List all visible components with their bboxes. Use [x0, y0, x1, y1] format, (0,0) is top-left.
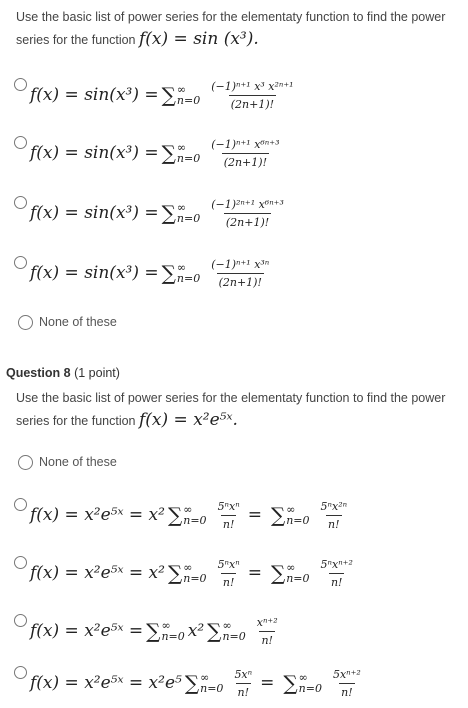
option-lhs: f(x) = sin(x³) =	[30, 263, 159, 283]
sum-symbol: ∑ ∞ n=0	[161, 141, 201, 165]
numerator: 5ⁿxⁿ⁺²	[320, 557, 353, 571]
fraction	[209, 138, 281, 169]
radio-button[interactable]	[14, 498, 27, 511]
sum-upper: ∞	[183, 561, 193, 574]
option-lhs: f(x) = sin(x³) =	[30, 203, 159, 223]
sum-lower: n=0	[176, 94, 201, 107]
sum-upper: ∞	[176, 83, 187, 96]
radio-button[interactable]	[18, 315, 33, 330]
sum-upper: ∞	[286, 503, 296, 516]
denominator: n!	[221, 573, 237, 589]
sum-symbol: ∑ ∞ n=0	[167, 503, 207, 527]
radio-button[interactable]	[14, 614, 27, 627]
radio-button[interactable]	[14, 256, 27, 269]
sum-symbol: ∑ ∞ n=0	[270, 503, 310, 527]
q8-option-4[interactable]: f(x) = x²e⁵ˣ = x²e⁵ ∑ ∞ n=0 $\frac{\text{5xⁿ}}{n!}$ = ∑ ∞ n=0 $\frac{\text{5xⁿ⁺²}}{n!}$	[14, 658, 363, 708]
denominator: (2n+1)!	[229, 95, 276, 111]
sum-upper: ∞	[298, 671, 308, 684]
option-lhs: f(x) = x²e⁵ˣ = x²	[30, 505, 165, 525]
q8-prompt-line2: series for the function	[16, 414, 136, 428]
fraction	[216, 558, 242, 589]
q8-prompt-line1: Use the basic list of power series for the elementaty function to find the power	[16, 391, 446, 405]
sum-upper: ∞	[200, 671, 210, 684]
q8-prompt	[16, 389, 445, 431]
q7-prompt-line2: series for the function	[16, 33, 136, 47]
numerator: 5ⁿxⁿ	[217, 499, 240, 513]
sum-lower: n=0	[222, 630, 246, 643]
numerator: 5ⁿxⁿ	[217, 557, 240, 571]
denominator: n!	[221, 515, 237, 531]
q7-option-1[interactable]	[14, 70, 296, 120]
sum-upper: ∞	[183, 503, 193, 516]
fraction	[209, 80, 295, 111]
option-lhs: f(x) = x²e⁵ˣ = x²e⁵	[30, 673, 182, 693]
q7-prompt-line1: Use the basic list of power series for the elementaty function to find the power	[16, 10, 446, 24]
sum-symbol: ∑ ∞ n=0	[283, 671, 322, 695]
fraction	[319, 500, 350, 531]
numerator: xⁿ⁺²	[256, 615, 278, 629]
radio-button[interactable]	[14, 78, 27, 91]
radio-button[interactable]	[14, 556, 27, 569]
fraction	[232, 668, 254, 699]
radio-button[interactable]	[14, 136, 27, 149]
q8-option-3[interactable]	[14, 606, 280, 656]
radio-button[interactable]	[14, 666, 27, 679]
option-lhs: f(x) = x²e⁵ˣ = x²	[30, 563, 165, 583]
q8-option-2[interactable]: f(x) = x²e⁵ˣ = x² ∑ ∞ n=0 $\frac{\text{5ⁿxⁿ}}{n!}$ = ∑ ∞ n=0 $\frac{\text{5ⁿxⁿ⁺²}}{n!}$	[14, 548, 355, 598]
sum-lower: n=0	[161, 630, 185, 643]
numerator: 5xⁿ⁺²	[332, 667, 361, 681]
sum-symbol: ∑ ∞ n=0	[167, 561, 207, 585]
none-of-these-label: None of these	[39, 315, 117, 329]
sum-upper: ∞	[222, 619, 232, 632]
sum-upper: ∞	[176, 261, 187, 274]
denominator: n!	[326, 515, 342, 531]
none-of-these-label: None of these	[39, 455, 117, 469]
denominator: n!	[236, 683, 252, 699]
numerator: (−1)²ⁿ⁺¹ x⁶ⁿ⁺³	[211, 197, 284, 211]
option-lhs: f(x) = sin(x³) =	[30, 85, 159, 105]
sum-lower: n=0	[200, 682, 224, 695]
q7-option-2[interactable]	[14, 128, 281, 178]
sum-lower: n=0	[286, 572, 310, 585]
numerator: 5xⁿ	[234, 667, 253, 681]
sum-lower: n=0	[176, 152, 201, 165]
sum-lower: n=0	[176, 212, 201, 225]
q8-header	[6, 366, 120, 380]
sum-symbol: ∑ ∞ n=0	[161, 83, 201, 107]
sum-upper: ∞	[176, 141, 187, 154]
denominator: (2n+1)!	[224, 213, 271, 229]
option-lhs: f(x) = sin(x³) =	[30, 143, 159, 163]
fraction	[319, 558, 355, 589]
q8-prompt-function: f(x) = x²e⁵ˣ.	[139, 410, 238, 430]
numerator: (−1)ⁿ⁺¹ x³ x²ⁿ⁺¹	[211, 79, 294, 93]
fraction	[331, 668, 363, 699]
q8-option-1[interactable]: f(x) = x²e⁵ˣ = x² ∑ ∞ n=0 $\frac{\text{5ⁿxⁿ}}{n!}$ = ∑ ∞ n=0 $\frac{\text{5ⁿx²ⁿ}}{n!}$	[14, 490, 349, 540]
numerator: (−1)ⁿ⁺¹ x³ⁿ	[211, 257, 270, 271]
sum-lower: n=0	[183, 572, 207, 585]
q8-option-none[interactable]	[18, 448, 117, 476]
denominator: n!	[339, 683, 355, 699]
sum-symbol: ∑ ∞ n=0	[146, 619, 185, 643]
fraction	[216, 500, 242, 531]
radio-button[interactable]	[14, 196, 27, 209]
radio-button[interactable]	[18, 455, 33, 470]
fraction	[209, 258, 271, 289]
denominator: n!	[259, 631, 275, 647]
sum-symbol: ∑ ∞ n=0	[184, 671, 224, 695]
sum-lower: n=0	[183, 514, 207, 527]
sum-upper: ∞	[176, 201, 187, 214]
fraction	[255, 616, 280, 647]
q7-option-3[interactable]	[14, 188, 286, 238]
q7-option-4[interactable]	[14, 248, 271, 298]
fraction	[209, 198, 286, 229]
sum-symbol: ∑ ∞ n=0	[161, 261, 201, 285]
denominator: (2n+1)!	[217, 273, 264, 289]
option-lhs: f(x) = x²e⁵ˣ =	[30, 621, 144, 641]
middle-term: x²	[187, 621, 205, 641]
denominator: (2n+1)!	[222, 153, 269, 169]
sum-lower: n=0	[176, 272, 201, 285]
numerator: (−1)ⁿ⁺¹ x⁶ⁿ⁺³	[211, 137, 280, 151]
question-points: (1 point)	[74, 366, 120, 380]
sum-symbol: ∑ ∞ n=0	[270, 561, 310, 585]
sum-upper: ∞	[161, 619, 171, 632]
sum-lower: n=0	[298, 682, 322, 695]
q7-option-none[interactable]	[18, 308, 117, 336]
numerator: 5ⁿx²ⁿ	[320, 499, 348, 513]
denominator: n!	[329, 573, 345, 589]
question-title: Question 8	[6, 366, 71, 380]
sum-symbol: ∑ ∞ n=0	[161, 201, 201, 225]
q7-prompt	[16, 8, 445, 50]
sum-symbol: ∑ ∞ n=0	[207, 619, 246, 643]
q7-prompt-function: f(x) = sin (x³).	[139, 29, 259, 49]
sum-lower: n=0	[286, 514, 310, 527]
sum-upper: ∞	[286, 561, 296, 574]
